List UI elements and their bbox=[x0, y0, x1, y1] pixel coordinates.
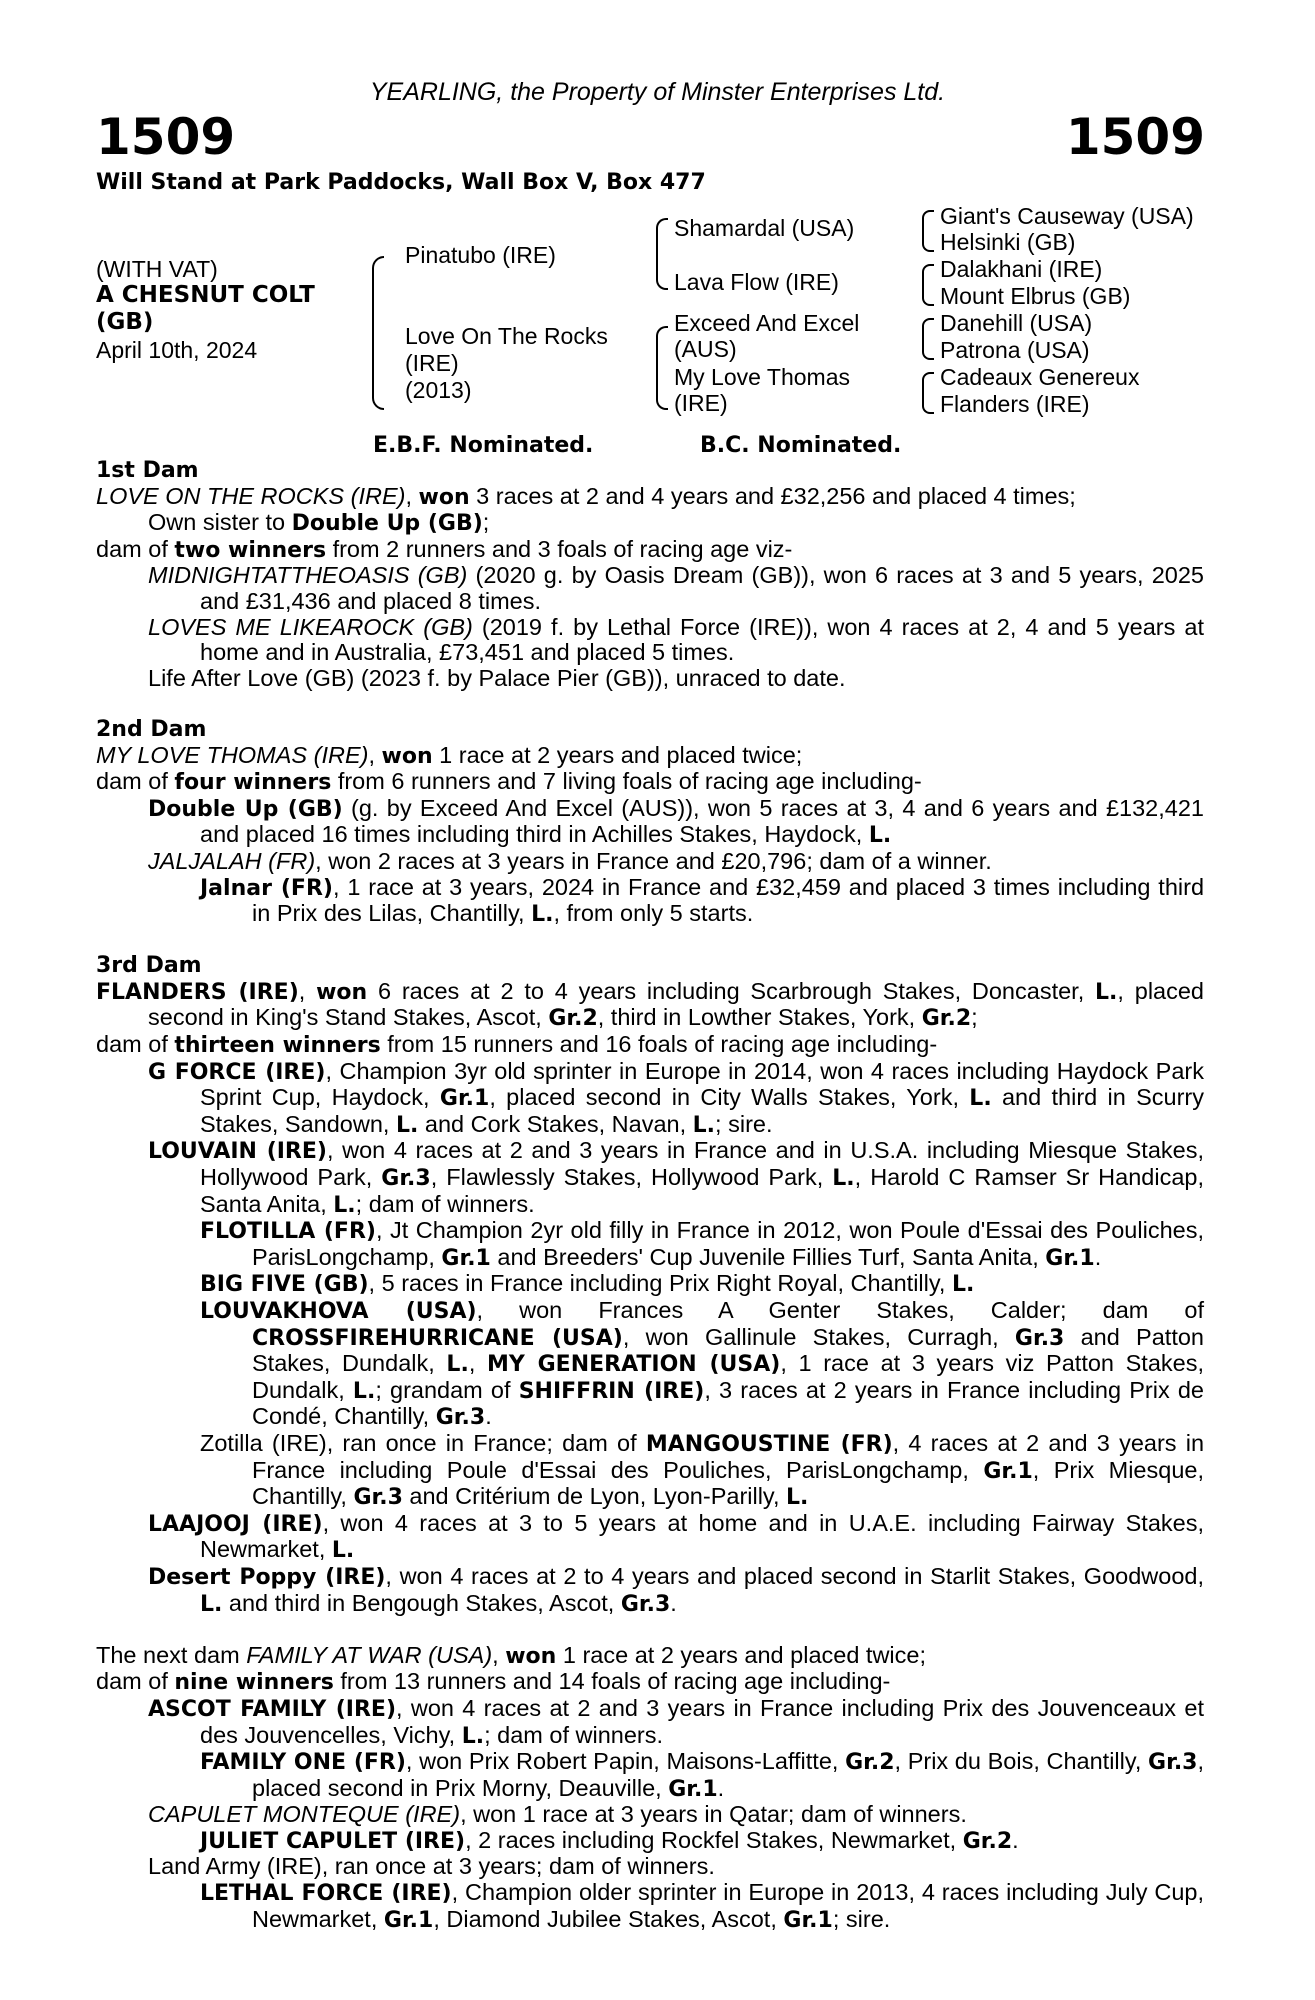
third-dam-progeny-laajooj: LAAJOOJ (IRE), won 4 races at 3 to 5 years at home and in U.A.E. including Fairway Stakes, Newmarket, L. bbox=[148, 1509, 1204, 1564]
third-dam-grandprogeny-louvakhova: LOUVAKHOVA (USA), won Frances A Genter Stakes, Calder; dam of CROSSFIREHURRICANE (USA), won Gallinule Stakes, Curragh, Gr.3 and Patton Stakes, Dundalk, L., MY GENERATION (USA), 1 race at 3 years viz Patton Stakes, Dundalk, L.; grandam of SHIFFRIN (IRE), 3 races at 2 years in France including Prix de Condé, Chantilly, Gr.3. bbox=[200, 1297, 1205, 1431]
dam-dam: My Love Thomas bbox=[674, 364, 850, 390]
second-dam-produce-summary: dam of four winners from 6 runners and 7 living foals of racing age including- bbox=[96, 768, 922, 796]
lot-number-left: 1509 bbox=[96, 108, 236, 166]
next-dam-record: The next dam FAMILY AT WAR (USA), won 1 race at 2 years and placed twice; bbox=[96, 1641, 927, 1669]
third-dam-produce-summary: dam of thirteen winners from 15 runners and 16 foals of racing age including- bbox=[96, 1031, 938, 1059]
third-dam-progeny-desert-poppy: Desert Poppy (IRE), won 4 races at 2 to 4 years and placed second in Starlit Stakes, Goodwood, L. and third in Bengough Stakes, Ascot, Gr.3. bbox=[148, 1562, 1204, 1617]
next-dam-grandprogeny-lethal-force: LETHAL FORCE (IRE), Champion older sprinter in Europe in 2013, 4 races including July Cup, Newmarket, Gr.1, Diamond Jubilee Stakes, Ascot, Gr.1; sire. bbox=[200, 1879, 1204, 1933]
owner-line: YEARLING, the Property of Minster Enterprises Ltd. bbox=[369, 78, 946, 106]
pedigree-brace-1 bbox=[372, 256, 384, 410]
third-dam-grandprogeny-zotilla: Zotilla (IRE), ran once in France; dam of MANGOUSTINE (FR), 4 races at 2 and 3 years in France including Poule d'Essai des Pouliches, ParisLongchamp, Gr.1, Prix Miesque, Chantilly, Gr.3 and Critérium de Lyon, Lyon-Parilly, L. bbox=[200, 1429, 1205, 1511]
sire-sire-sire: Giant's Causeway (USA) bbox=[940, 203, 1194, 229]
first-dam-record: LOVE ON THE ROCKS (IRE), won 3 races at 2 and 4 years and £32,256 and placed 4 times; bbox=[96, 482, 1076, 510]
dam-sire: Exceed And Excel bbox=[674, 310, 860, 336]
horse-origin: (GB) bbox=[96, 309, 154, 335]
foaled-date: April 10th, 2024 bbox=[96, 337, 258, 363]
third-dam-grandprogeny-flotilla: FLOTILLA (FR), Jt Champion 2yr old filly in France in 2012, won Poule d'Essai des Pouliches, ParisLongchamp, Gr.1 and Breeders' Cup Juvenile Fillies Turf, Santa Anita, Gr.1. bbox=[200, 1217, 1204, 1271]
dam-sire-origin: (AUS) bbox=[674, 336, 737, 362]
first-dam-sister: Own sister to Double Up (GB); bbox=[148, 509, 490, 537]
dam-dam-sire: Cadeaux Genereux bbox=[940, 364, 1140, 390]
sire-sire-dam: Helsinki (GB) bbox=[940, 229, 1076, 255]
pedigree-brace-6 bbox=[922, 318, 934, 360]
catalogue-body bbox=[96, 458, 1204, 1933]
second-dam-progeny-2: JALJALAH (FR), won 2 races at 3 years in France and £20,796; dam of a winner. bbox=[148, 847, 992, 874]
sire-dam-sire: Dalakhani (IRE) bbox=[940, 256, 1103, 282]
dam: Love On The Rocks bbox=[405, 323, 608, 349]
sire: Pinatubo (IRE) bbox=[405, 242, 556, 268]
third-dam-progeny-louvain: LOUVAIN (IRE), won 4 races at 2 and 3 years in France and in U.S.A. including Miesque Stakes, Hollywood Park, Gr.3, Flawlessly Stakes, Hollywood Park, L., Harold C Ramser Sr Handicap, Santa Anita, L.; dam of winners. bbox=[148, 1137, 1205, 1218]
pedigree-brace-2 bbox=[656, 218, 668, 290]
dam-sire-dam: Patrona (USA) bbox=[940, 337, 1090, 363]
third-dam-progeny-g-force: G FORCE (IRE), Champion 3yr old sprinter in Europe in 2014, won 4 races including Haydock Park Sprint Cup, Haydock, Gr.1, placed second in City Walls Stakes, York, L. and third in Scurry Stakes, Sandown, L. and Cork Stakes, Navan, L.; sire. bbox=[148, 1057, 1205, 1138]
pedigree-brace-7 bbox=[922, 372, 934, 414]
second-dam-record: MY LOVE THOMAS (IRE), won 1 race at 2 years and placed twice; bbox=[96, 741, 803, 769]
first-dam-progeny-1: MIDNIGHTATTHEOASIS (GB) (2020 g. by Oasis Dream (GB)), won 6 races at 3 and 5 years, 2025 and £31,436 and placed 8 times. bbox=[148, 562, 1204, 614]
next-dam-progeny-capulet-monteque: CAPULET MONTEQUE (IRE), won 1 race at 3 years in Qatar; dam of winners. bbox=[148, 1801, 967, 1828]
dam-dam-dam: Flanders (IRE) bbox=[940, 391, 1090, 417]
first-dam-produce-summary: dam of two winners from 2 runners and 3 foals of racing age viz- bbox=[96, 535, 793, 563]
next-dam-grandprogeny-family-one: FAMILY ONE (FR), won Prix Robert Papin, Maisons-Laffitte, Gr.2, Prix du Bois, Chantilly, Gr.3, placed second in Prix Morny, Deauville, Gr.1. bbox=[200, 1748, 1205, 1802]
first-dam-title: 1st Dam bbox=[96, 458, 199, 483]
sire-sire: Shamardal (USA) bbox=[674, 215, 855, 241]
pedigree-brace-3 bbox=[656, 326, 668, 410]
dam-sire-sire: Danehill (USA) bbox=[940, 310, 1093, 336]
next-dam-produce-summary: dam of nine winners from 13 runners and 14 foals of racing age including- bbox=[96, 1668, 891, 1696]
dam-origin: (IRE) bbox=[405, 350, 459, 376]
vat-note: (WITH VAT) bbox=[96, 256, 218, 282]
next-dam-progeny-ascot-family: ASCOT FAMILY (IRE), won 4 races at 2 and 3 years in France including Prix des Jouvenceaux et des Jouvencelles, Vichy, L.; dam of winners. bbox=[148, 1694, 1204, 1749]
bc-nominated: B.C. Nominated. bbox=[700, 433, 902, 458]
next-dam-grandprogeny-juliet-capulet: JULIET CAPULET (IRE), 2 races including Rockfel Stakes, Newmarket, Gr.2. bbox=[200, 1826, 1019, 1854]
third-dam-record: FLANDERS (IRE), won 6 races at 2 to 4 years including Scarbrough Stakes, Doncaster, L., placed second in King's Stand Stakes, Ascot, Gr.2, third in Lowther Stakes, York, Gr.2; bbox=[96, 977, 1204, 1032]
third-dam-title: 3rd Dam bbox=[96, 953, 202, 979]
first-dam-progeny-2: LOVES ME LIKEAROCK (GB) (2019 f. by Lethal Force (IRE)), won 4 races at 2, 4 and 5 years at home and in Australia, £73,451 and placed 5 times. bbox=[148, 613, 1204, 666]
second-dam-progeny-1: Double Up (GB) (g. by Exceed And Excel (AUS)), won 5 races at 3, 4 and 6 years and £132,421 and placed 16 times including third in Achilles Stakes, Haydock, L. bbox=[148, 794, 1204, 849]
ebf-nominated: E.B.F. Nominated. bbox=[373, 433, 594, 458]
next-dam-progeny-land-army: Land Army (IRE), ran once at 3 years; dam of winners. bbox=[148, 1853, 715, 1880]
stand-location: Will Stand at Park Paddocks, Wall Box V, Box 477 bbox=[96, 170, 706, 195]
dam-year: (2013) bbox=[405, 377, 472, 403]
sire-dam-dam: Mount Elbrus (GB) bbox=[940, 283, 1131, 309]
dam-dam-origin: (IRE) bbox=[674, 390, 728, 416]
third-dam-grandprogeny-big-five: BIG FIVE (GB), 5 races in France including Prix Right Royal, Chantilly, L. bbox=[200, 1270, 975, 1298]
second-dam-grandprogeny-1: Jalnar (FR), 1 race at 3 years, 2024 in France and £32,459 and placed 3 times including third in Prix des Lilas, Chantilly, L., from only 5 starts. bbox=[200, 873, 1205, 928]
lot-number-right: 1509 bbox=[1065, 108, 1205, 166]
pedigree-brace-4 bbox=[922, 210, 934, 252]
second-dam-title: 2nd Dam bbox=[96, 716, 207, 742]
pedigree-brace-5 bbox=[922, 264, 934, 306]
horse-name: A CHESNUT COLT bbox=[96, 282, 315, 308]
sire-dam: Lava Flow (IRE) bbox=[674, 269, 839, 295]
first-dam-progeny-3: Life After Love (GB) (2023 f. by Palace Pier (GB)), unraced to date. bbox=[148, 664, 846, 691]
